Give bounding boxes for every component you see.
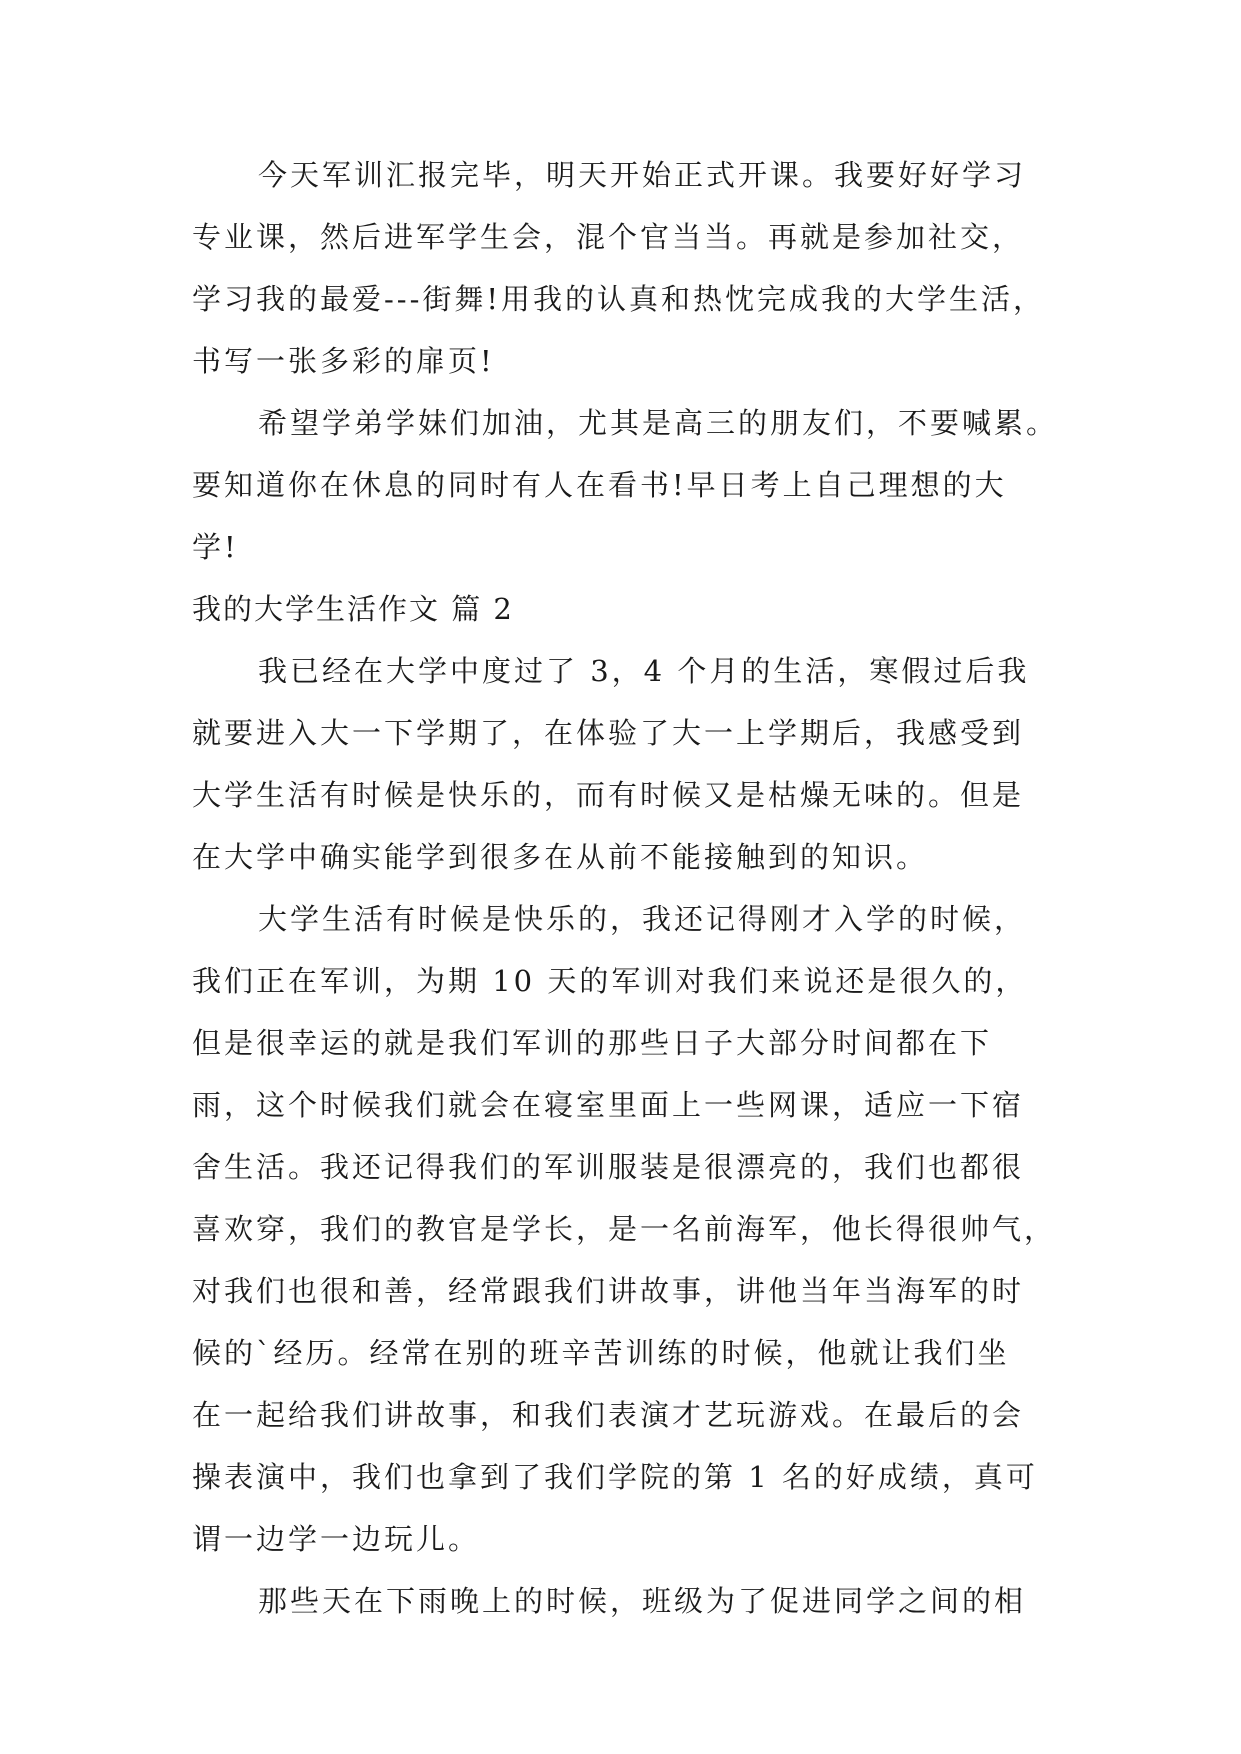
text-line: 要知道你在休息的同时有人在看书!早日考上自己理想的大 [192,468,1007,502]
text-line: 大学生活有时候是快乐的，而有时候又是枯燥无味的。但是 [192,778,1025,812]
text-line: 雨，这个时候我们就会在寝室里面上一些网课，适应一下宿 [192,1088,1025,1122]
text-line: 操表演中，我们也拿到了我们学院的第 1 名的好成绩，真可 [192,1460,1038,1494]
text-line: 喜欢穿，我们的教官是学长，是一名前海军，他长得很帅气， [192,1212,1057,1246]
text-line: 大学生活有时候是快乐的，我还记得刚才入学的时候， [258,902,1027,936]
text-line: 对我们也很和善，经常跟我们讲故事，讲他当年当海军的时 [192,1274,1025,1308]
text-line: 在一起给我们讲故事，和我们表演才艺玩游戏。在最后的会 [192,1398,1025,1432]
text-line: 在大学中确实能学到很多在从前不能接触到的知识。 [192,840,929,874]
text-line: 希望学弟学妹们加油，尤其是高三的朋友们，不要喊累。 [258,406,1059,440]
text-line: 书写一张多彩的扉页! [192,344,495,378]
text-line: 但是很幸运的就是我们军训的那些日子大部分时间都在下 [192,1026,993,1060]
text-line: 我已经在大学中度过了 3，4 个月的生活，寒假过后我 [258,654,1030,688]
text-line: 我们正在军训，为期 10 天的军训对我们来说还是很久的， [192,964,1028,998]
text-line: 学! [192,530,239,564]
text-line: 那些天在下雨晚上的时候，班级为了促进同学之间的相 [258,1584,1027,1618]
text-line: 候的`经历。经常在别的班辛苦训练的时候，他就让我们坐 [192,1336,1010,1370]
text-line: 专业课，然后进军学生会，混个官当当。再就是参加社交， [192,220,1025,254]
text-line: 谓一边学一边玩儿。 [192,1522,481,1556]
text-line: 今天军训汇报完毕，明天开始正式开课。我要好好学习 [258,158,1027,192]
text-line: 就要进入大一下学期了，在体验了大一上学期后，我感受到 [192,716,1025,750]
text-line: 舍生活。我还记得我们的军训服装是很漂亮的，我们也都很 [192,1150,1025,1184]
document-body [192,158,1092,1646]
section-heading: 我的大学生活作文 篇 2 [192,592,514,626]
text-line: 学习我的最爱---街舞!用我的认真和热忱完成我的大学生活， [192,282,1046,316]
